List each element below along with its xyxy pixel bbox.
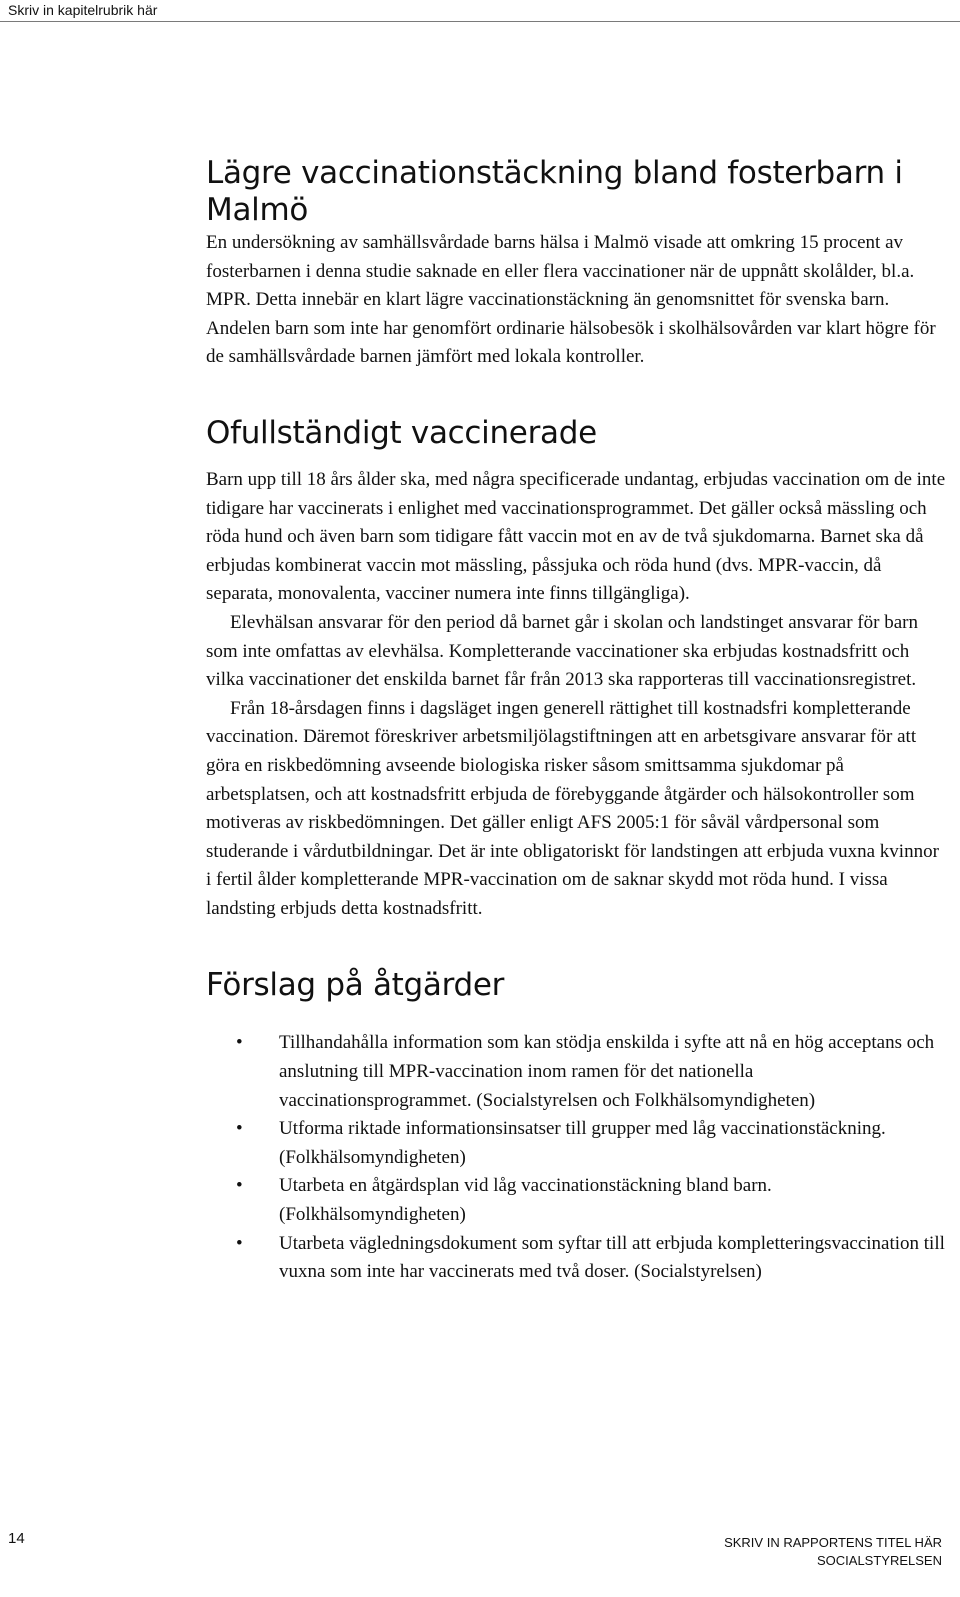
list-item-text: Utarbeta en åtgärdsplan vid låg vaccinationstäckning bland barn. (Folkhälsomyndigheten) — [279, 1175, 772, 1226]
footer-info — [724, 1534, 942, 1570]
paragraph-ofullstandigt-2: Elevhälsan ansvarar för den period då barnet går i skolan och landstinget ansvarar för barn som inte omfattas av elevhälsa. Kompletterande vaccinationer ska erbjudas kostnadsfritt och vilka vaccinationer det enskilda barnet får från 2013 ska rapporteras till vaccinationsregistret. — [206, 611, 918, 691]
bullet-icon: • — [236, 1175, 243, 1197]
list-item — [206, 1230, 946, 1287]
list-item-text: Utforma riktade informationsinsatser till grupper med låg vaccinationstäckning. (Folkhälsomyndigheten) — [279, 1118, 886, 1168]
report-title: SKRIV IN RAPPORTENS TITEL HÄR — [724, 1535, 942, 1550]
bullet-icon: • — [236, 1232, 243, 1254]
action-list — [206, 1029, 946, 1286]
paragraph-ofullstandigt-3: Från 18-årsdagen finns i dagsläget ingen generell rättighet till kostnadsfri kompletterande vaccination. Däremot föreskriver arbetsmiljölagstiftningen att en arbetsgivare ansvarar för att göra en riskbedömning avseende biologiska risker såsom smittsamma sjukdomar på arbetsplatsen, och att kostnadsfritt erbjuda de förebyggande åtgärder och hälsokontroller som motiveras av riskbedömningen. Det gäller enligt AFS 2005:1 för såväl vårdpersonal som studerande i vårdutbildningar. Det är inte obligatoriskt för landstingen att erbjuda vuxna kvinnor i fertil ålder kompletterande MPR-vaccination om de saknar skydd mot röda hund. I vissa landsting erbjuds detta kostnadsfritt. — [206, 697, 939, 919]
page-content — [206, 155, 946, 1287]
paragraph-ofullstandigt-1: Barn upp till 18 års ålder ska, med några specificerade undantag, erbjudas vaccination om de inte tidigare har vaccinerats i enlighet med vaccinationsprogrammet. Det gäller också mässling och röda hund och även barn som tidigare fått vaccin mot en av de två sjukdomarna. Barnet ska då erbjudas kombinerat vaccin mot mässling, påssjuka och röda hund (dvs. MPR-vaccin, då separata, monovalenta, vacciner numera inte finns tillgängliga). — [206, 468, 946, 605]
list-item — [206, 1029, 946, 1115]
bullet-icon: • — [236, 1118, 243, 1140]
bullet-icon: • — [236, 1032, 243, 1054]
page-number: 14 — [8, 1530, 25, 1547]
list-item — [206, 1115, 946, 1172]
section-heading-forslag: Förslag på åtgärder — [206, 967, 505, 1004]
header-rule — [0, 21, 960, 22]
list-item-text: Tillhandahålla information som kan stödja enskilda i syfte att nå en hög acceptans och anslutning till MPR-vaccination inom ramen för det nationella vaccinationsprogrammet. (Socialstyrelsen och Folkhälsomyndigheten) — [279, 1032, 935, 1111]
running-header: Skriv in kapitelrubrik här — [8, 2, 158, 18]
list-item-text: Utarbeta vägledningsdokument som syftar till att erbjuda kompletteringsvaccination till vuxna som inte har vaccinerats med två doser. (Socialstyrelsen) — [279, 1232, 945, 1283]
section-heading-fosterbarn: Lägre vaccinationstäckning bland fosterbarn i Malmö — [206, 155, 903, 228]
paragraph-fosterbarn: En undersökning av samhällsvårdade barns hälsa i Malmö visade att omkring 15 procent av fosterbarnen i denna studie saknade en eller flera vaccinationer när de uppnått skolålder, bl.a. MPR. Detta innebär en klart lägre vaccinationstäckning än genomsnittet för svenska barn. Andelen barn som inte har genomfört ordinarie hälsobesök i skolhälsovården var klart högre för de samhällsvårdade barnen jämfört med lokala kontroller. — [206, 232, 936, 368]
section-heading-ofullstandigt: Ofullständigt vaccinerade — [206, 414, 597, 451]
publisher-name: SOCIALSTYRELSEN — [817, 1553, 942, 1568]
list-item — [206, 1172, 946, 1229]
